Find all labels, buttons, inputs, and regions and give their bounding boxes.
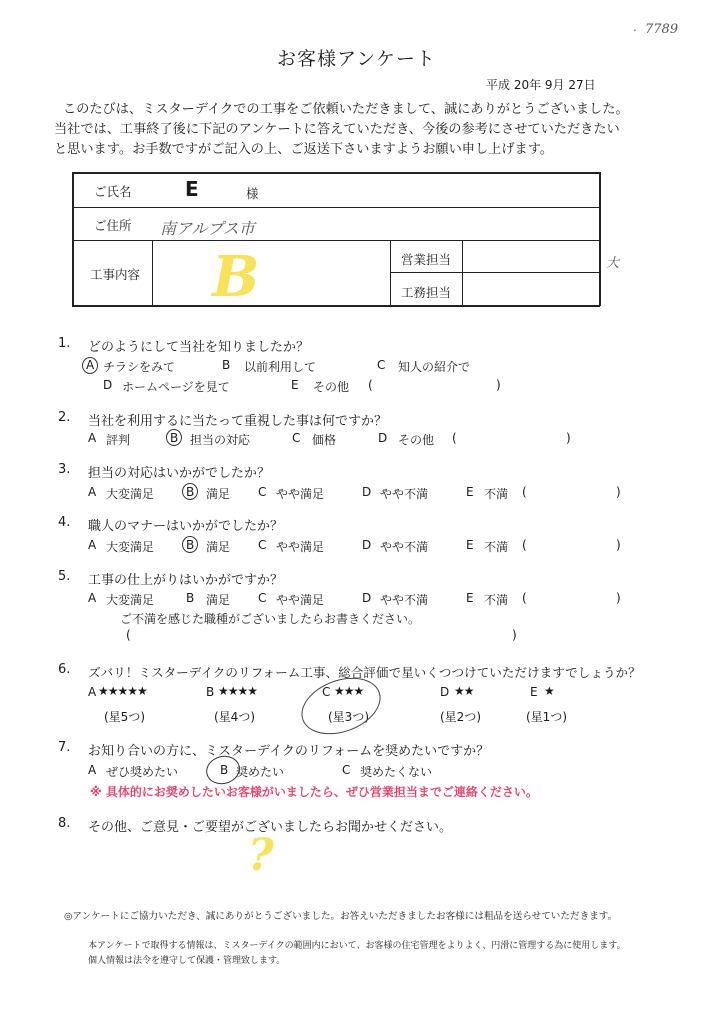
option-letter[interactable]: D [103,378,113,392]
dissatisfaction-close-paren: ) [512,628,517,642]
option-label[interactable]: 奨めたい [236,765,285,779]
question-number: 4. [58,515,71,530]
option-label[interactable]: 満足 [206,593,231,607]
work-content-value[interactable]: B [212,244,260,310]
rating-stars[interactable]: ★★★ [334,684,364,698]
option-letter[interactable]: C [342,763,351,777]
question-number: 6. [58,662,71,677]
document-number: 7789 [645,22,679,37]
rating-stars[interactable]: ★ [544,684,555,698]
name-value[interactable]: E [185,177,199,201]
privacy-notice-2: 個人情報は法令を遵守して保護・管理致します。 [88,956,286,966]
question-text: ズバリ！ミスターデイクのリフォーム工事、総合評価で星いくつつけていただけますでしょうか？ [88,665,641,680]
option-label[interactable]: 知人の紹介で [398,360,471,374]
page-title: お客様アンケート [277,48,436,70]
construction-rep-label: 工務担当 [401,285,452,300]
referral-note: ※ 具体的にお奨めしたいお客様がいましたら、ぜひ営業担当までご連絡ください。 [90,785,538,799]
option-letter[interactable]: C [258,591,267,605]
intro-line-1: このたびは、ミスターデイクでの工事をご依頼いただきまして、誠にありがとうございました。 [63,102,629,117]
option-label[interactable]: 評判 [106,433,131,447]
rating-caption: (星4つ) [214,710,255,724]
dissatisfaction-prompt: ご不満を感じた職種がございましたらお書きください。 [120,612,421,626]
rating-caption: (星2つ) [440,710,481,724]
question-number: 5. [58,569,71,584]
address-value[interactable]: 南アルプス市 [160,219,255,238]
rating-letter[interactable]: C [322,685,331,699]
rating-letter[interactable]: A [88,685,97,699]
option-letter[interactable]: A [88,485,97,499]
document-number-mark: . [633,20,637,34]
option-label[interactable]: やや不満 [380,593,429,607]
work-content-label: 工事内容 [90,267,141,282]
question-text: お知り合いの方に、ミスターデイクのリフォームを奨めたいですか？ [88,744,490,759]
rating-letter[interactable]: E [530,685,538,699]
option-label[interactable]: ぜひ奨めたい [106,765,179,779]
other-close-paren: ) [566,431,571,445]
privacy-notice-1: 本アンケートで取得する情報は、ミスターデイクの範囲内において、お客様の住宅管理をよりよく、円滑に管理する為に使用します。 [88,941,626,951]
option-letter[interactable]: D [362,538,372,552]
question-text: 担当の対応はいかがでしたか？ [88,466,271,481]
intro-line-2: 当社では、工事終了後に下記のアンケートに答えていただき、今後の参考にさせていただきたい [54,122,620,137]
name-label: ご氏名 [94,184,132,199]
rating-stars[interactable]: ★★★★ [218,684,258,698]
option-label[interactable]: 大変満足 [106,487,155,501]
option-letter[interactable]: A [88,431,97,445]
question-number: 7. [58,740,71,755]
option-letter[interactable]: E [466,538,474,552]
option-letter[interactable]: C [258,485,267,499]
option-letter[interactable]: E [466,485,474,499]
option-label[interactable]: 不満 [484,487,509,501]
other-close-paren: ) [496,378,501,392]
option-letter[interactable]: B [186,591,195,605]
option-label[interactable]: 満足 [206,487,231,501]
rating-caption: (星1つ) [526,710,567,724]
option-label[interactable]: その他 [398,433,435,447]
other-open-paren: ( [522,591,527,605]
option-label[interactable]: やや満足 [276,593,325,607]
option-letter[interactable]: D [362,485,372,499]
question-text: 当社を利用するに当たって重視した事は何ですか？ [88,414,388,429]
rating-caption: (星5つ) [104,710,145,724]
option-letter[interactable]: E [291,378,299,392]
option-label[interactable]: やや満足 [276,487,325,501]
sales-rep-label: 営業担当 [401,252,452,267]
option-letter[interactable]: B [222,358,231,372]
question-text: どのようにして当社を知りましたか？ [88,340,310,355]
option-label[interactable]: 奨めたくない [360,765,433,779]
option-letter[interactable]: C [258,538,267,552]
question-number: 3. [58,462,71,477]
option-label[interactable]: やや不満 [380,540,429,554]
option-letter[interactable]: C [377,358,386,372]
option-label[interactable]: やや不満 [380,487,429,501]
other-close-paren: ) [616,591,621,605]
option-letter[interactable]: A [88,538,97,552]
question-number: 8. [58,816,71,831]
question-text: その他、ご意見・ご要望がございましたらお聞かせください。 [88,820,453,835]
other-open-paren: ( [368,378,373,392]
option-letter[interactable]: B [186,485,195,499]
dissatisfaction-open-paren: ( [126,628,131,642]
option-label[interactable]: ホームページを見て [122,380,230,394]
other-close-paren: ) [616,538,621,552]
rating-letter[interactable]: B [206,685,215,699]
option-letter[interactable]: D [362,591,372,605]
margin-note: 大 [606,256,620,271]
option-label[interactable]: チラシをみて [103,360,176,374]
rating-stars[interactable]: ★★ [454,684,474,698]
other-open-paren: ( [522,538,527,552]
option-label[interactable]: 不満 [484,593,509,607]
option-label[interactable]: 担当の対応 [190,433,251,447]
other-close-paren: ) [616,485,621,499]
rating-letter[interactable]: D [440,685,450,699]
question-text: 職人のマナーはいかがでしたか？ [88,519,284,534]
address-label: ご住所 [94,218,132,233]
option-letter[interactable]: B [170,431,179,445]
question-number: 2. [58,410,71,425]
survey-date: 平成 20年 9月 27日 [486,78,596,92]
question-text: 工事の仕上がりはいかがですか？ [88,573,284,588]
option-letter[interactable]: D [378,431,388,445]
option-label[interactable]: その他 [313,380,350,394]
other-open-paren: ( [522,485,527,499]
option-letter[interactable]: B [186,538,195,552]
option-letter[interactable]: A [86,358,95,372]
question-number: 1. [58,336,71,351]
name-honorific: 様 [246,186,259,201]
option-letter[interactable]: E [466,591,474,605]
comment-answer[interactable]: ? [248,830,274,881]
option-label[interactable]: 不満 [484,540,509,554]
rating-caption: (星3つ) [328,710,369,724]
option-letter[interactable]: C [292,431,301,445]
option-label[interactable]: 満足 [206,540,231,554]
option-label[interactable]: 以前利用して [244,360,317,374]
option-letter[interactable]: A [88,763,97,777]
option-label[interactable]: やや満足 [276,540,325,554]
option-letter[interactable]: B [220,763,229,777]
rating-stars[interactable]: ★★★★★ [98,684,147,698]
other-open-paren: ( [452,431,457,445]
option-label[interactable]: 大変満足 [106,540,155,554]
intro-line-3: と思います。お手数ですがご記入の上、ご返送下さいますようお願い申し上げます。 [54,142,554,157]
option-label[interactable]: 大変満足 [106,593,155,607]
option-label[interactable]: 価格 [312,433,337,447]
option-letter[interactable]: A [88,591,97,605]
footer-thanks: ◎アンケートにご協力いただき、誠にありがとうございました。お答えいただきましたお客様には粗品を送らせていただきます。 [64,911,618,922]
